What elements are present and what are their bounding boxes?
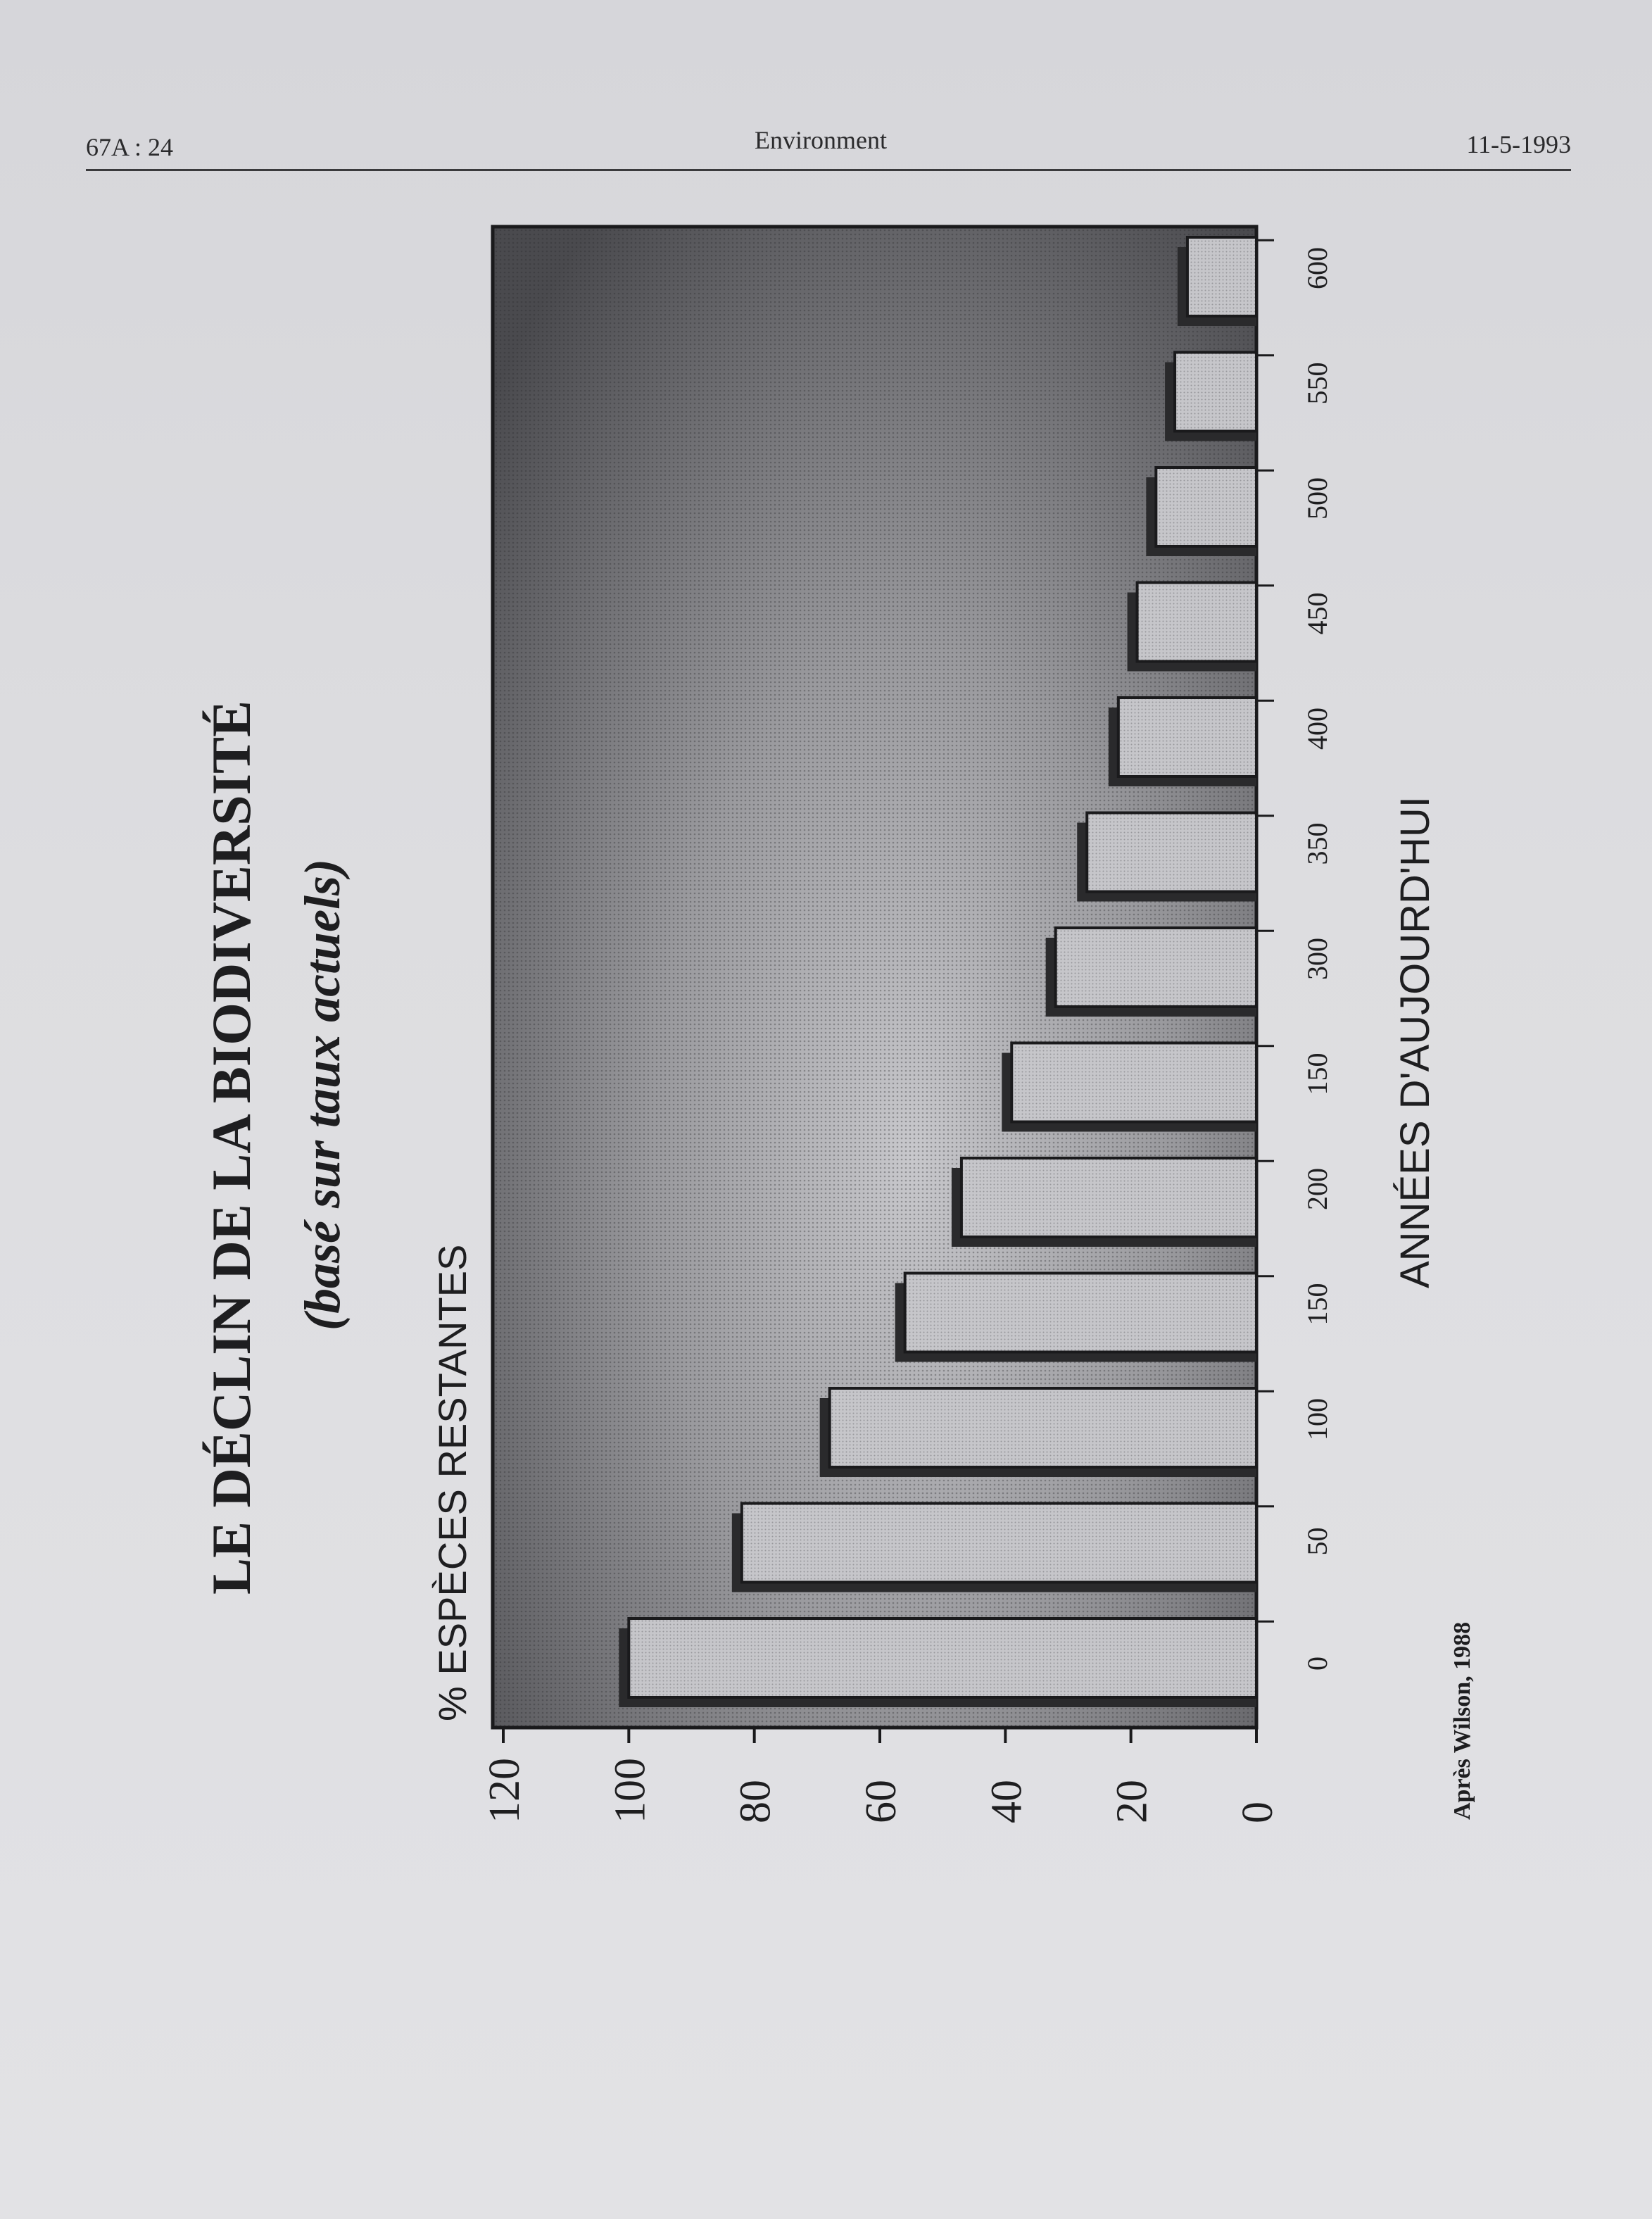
source-note: Après Wilson, 1988 [1449, 1621, 1475, 1820]
x-tick-label: 0 [1301, 1657, 1333, 1671]
y-tick-label: 80 [731, 1780, 780, 1823]
chart-title: LE DÉCLIN DE LA BIODIVERSITÉ [201, 700, 262, 1595]
bar-1 [732, 1504, 1256, 1592]
x-tick-label: 150 [1301, 1283, 1333, 1326]
x-tick-label: 500 [1301, 477, 1333, 520]
x-tick-label: 350 [1301, 822, 1333, 865]
x-tick-label: 200 [1301, 1168, 1333, 1210]
bar-7 [1077, 813, 1256, 902]
bar-6 [1046, 928, 1256, 1017]
bar-12 [1178, 237, 1256, 326]
bar-5 [1002, 1043, 1256, 1132]
bar-0 [619, 1618, 1256, 1707]
x-tick-label: 300 [1301, 938, 1333, 980]
y-tick-label: 60 [857, 1780, 905, 1823]
bar-3 [895, 1274, 1256, 1362]
x-tick-label: 550 [1301, 362, 1333, 405]
x-tick-label: 100 [1301, 1398, 1333, 1440]
y-tick-label: 120 [481, 1758, 529, 1823]
x-tick-label: 450 [1301, 592, 1333, 635]
chart-subtitle: (basé sur taux actuels) [294, 858, 351, 1331]
y-axis-label: % ESPÈCES RESTANTES [430, 1244, 474, 1721]
bar-2 [820, 1388, 1256, 1477]
bar-8 [1109, 698, 1256, 786]
y-tick-label: 20 [1108, 1780, 1156, 1823]
x-axis-label: ANNÉES D'AUJOURD'HUI [1392, 796, 1438, 1288]
y-tick-label: 0 [1234, 1802, 1282, 1823]
bar-10 [1146, 467, 1256, 556]
bar-9 [1128, 583, 1256, 672]
page-number: 67A : 24 [86, 133, 174, 161]
y-tick-label: 100 [606, 1758, 655, 1823]
header-date: 11-5-1993 [1466, 130, 1571, 158]
x-tick-label: 150 [1301, 1052, 1333, 1095]
y-tick-label: 40 [983, 1780, 1031, 1823]
x-tick-label: 400 [1301, 708, 1333, 750]
section-name: Environment [755, 126, 887, 154]
x-tick-label: 50 [1301, 1527, 1333, 1556]
x-tick-label: 600 [1301, 247, 1333, 289]
bar-4 [952, 1158, 1256, 1247]
bar-11 [1165, 353, 1256, 441]
